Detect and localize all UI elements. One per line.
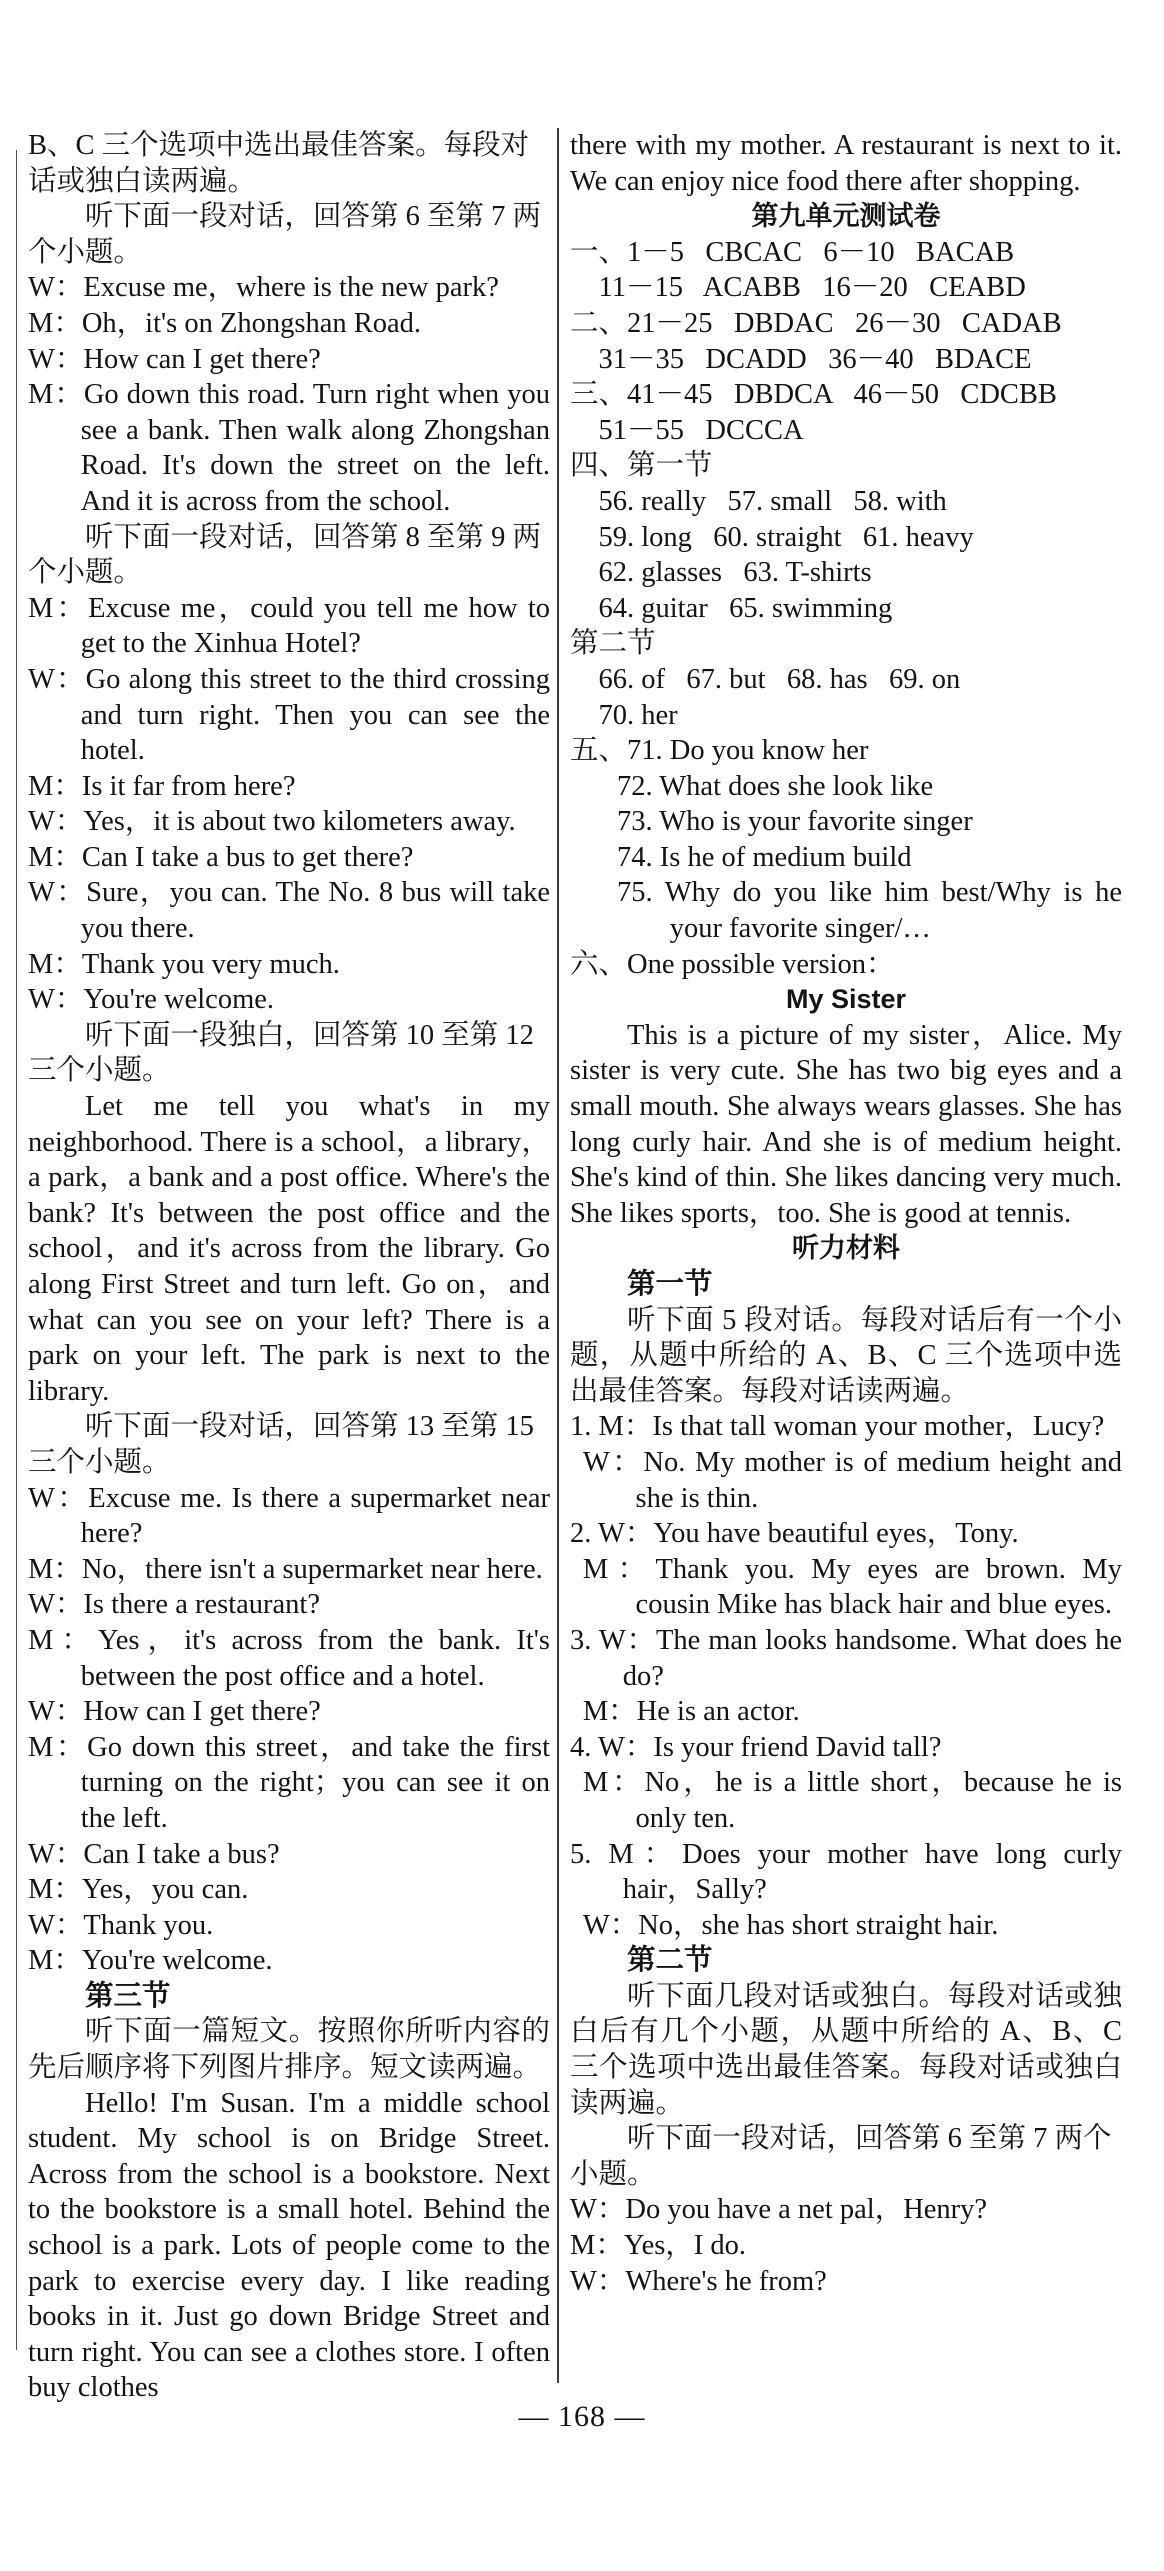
right-column-line: 第二节 [627,1945,713,1977]
left-column-line: W：You're welcome. [28,984,275,1016]
right-column-line: 第九单元测试卷 [751,201,941,232]
right-column-line: 听下面几段对话或独白。每段对话或独白后有几个小题，从题中所给的 A、B、C 三个选项中选出最佳答案。每段对话或独白读两遍。 [570,1980,1122,2119]
left-margin-edge [0,150,17,2350]
left-column-line: M：Is it far from here? [28,770,296,802]
right-column-line: W：Where's he from? [570,2265,827,2297]
right-column-line: This is a picture of my sister，Alice. My sister is very cute. She has two big eyes and a small mouth. She always wears glasses. She has long curly hair. And she is of medium height. She's kind of thin. She likes dancing very much. She likes sports，too. She is good at tennis. [570,1019,1122,1229]
left-column [28,128,550,2406]
right-column-line: 64. guitar 65. swimming [570,592,893,624]
right-column-line: 59. long 60. straight 61. heavy [570,521,974,553]
left-column-line: W：Is there a restaurant? [28,1589,320,1621]
page-number: — 168 — [518,2400,646,2433]
left-column-line: 听下面一篇短文。按照你所听内容的先后顺序将下列图片排序。短文读两遍。 [28,2016,550,2084]
right-column-line: 4. W：Is your friend David tall? [570,1731,942,1763]
right-column [570,128,1122,2299]
right-column-line: 75. Why do you like him best/Why is he your favorite singer/… [617,877,1122,945]
left-column-line: M：Yes，you can. [28,1874,249,1906]
right-column-line: 56. really 57. small 58. with [570,485,947,517]
right-column-line: 第二节 [570,628,656,660]
right-column-line: 74. Is he of medium build [617,841,912,873]
left-column-line: M：No，there isn't a supermarket near here. [28,1553,543,1585]
right-column-line: 11－15 ACABB 16－20 CEABD [570,272,1026,304]
right-column-line: 三、41－45 DBDCA 46－50 CDCBB [570,379,1057,411]
left-column-line: W：How can I get there? [28,1696,321,1728]
right-column-line: 31－35 DCADD 36－40 BDACE [570,343,1032,375]
right-column-line: 听下面一段对话，回答第 6 至第 7 两个小题。 [570,2123,1112,2190]
left-column-line: Let me tell you what's in my neighborhood. There is a school，a library，a park，a bank and a post office. Where's the bank? It's between the post office and the school，and it's across from the library. Go along First Street and turn left. Go on，and what can you see on your left? There is a park on your left. The park is next to the library. [28,1091,550,1407]
right-column-line: 2. W：You have beautiful eyes，Tony. [570,1518,1019,1550]
right-column-line: 听下面 5 段对话。每段对话后有一个小题，从题中所给的 A、B、C 三个选项中选出最佳答案。每段对话读两遍。 [570,1304,1122,1407]
right-column-line: M：He is an actor. [582,1696,800,1728]
right-column-line: 70. her [570,699,678,731]
left-column-line: 听下面一段独白，回答第 10 至第 12 三个小题。 [28,1019,534,1087]
left-column-line: M：Yes，it's across from the bank. It's between the post office and a hotel. [28,1624,550,1692]
left-column-line: W：Excuse me，where is the new park? [28,272,499,304]
left-column-line: M：Oh，it's on Zhongshan Road. [28,307,422,339]
left-column-line: W：How can I get there? [28,343,321,375]
column-divider [557,128,559,2383]
right-column-line: 听力材料 [792,1233,900,1264]
right-column-line: 3. W：The man looks handsome. What does he do? [570,1624,1122,1692]
left-column-line: Hello! I'm Susan. I'm a middle school student. My school is on Bridge Street. Across from the school is a bookstore. Next to the bookstore is a small hotel. Behind the school is a park. Lots of people come to the park to exercise every day. I like reading books in it. Just go down Bridge Street and turn right. You can see a clothes store. I often buy clothes [28,2087,550,2404]
left-column-line: M：Excuse me，could you tell me how to get to the Xinhua Hotel? [28,592,550,660]
right-column-line: W：No. My mother is of medium height and she is thin. [582,1446,1122,1514]
right-column-line: M：No，he is a little short，because he is only ten. [582,1767,1122,1834]
left-column-line: W：Go along this street to the third crossing and turn right. Then you can see the hotel. [28,663,550,767]
right-column-line: M：Yes，I do. [570,2230,747,2262]
left-column-line: 听下面一段对话，回答第 13 至第 15 三个小题。 [28,1411,534,1478]
right-column-line: W：No，she has short straight hair. [582,1909,999,1941]
right-column-line: 一、1－5 CBCAC 6－10 BACAB [570,236,1015,268]
left-column-line: W：Can I take a bus? [28,1838,280,1870]
left-column-line: 听下面一段对话，回答第 8 至第 9 两个小题。 [28,521,542,589]
right-column-line: 1. M：Is that tall woman your mother，Lucy? [570,1411,1105,1443]
left-column-line: M：You're welcome. [28,1945,273,1977]
right-column-line: there with my mother. A restaurant is next to it. We can enjoy nice food there after shopping. [570,130,1122,197]
right-column-line: 第一节 [627,1269,713,1300]
left-column-line: M：Go down this street，and take the first turning on the right；you can see it on the left. [28,1731,550,1834]
right-column-line: 六、One possible version： [570,948,895,980]
right-column-line: 四、第一节 [570,450,713,482]
right-column-line: 62. glasses 63. T-shirts [570,557,872,589]
left-column-line: W：Thank you. [28,1909,214,1941]
right-column-line: My Sister [785,984,907,1015]
left-column-line: B、C 三个选项中选出最佳答案。每段对话或独白读两遍。 [28,130,530,197]
right-column-line: 72. What does she look like [617,770,934,802]
left-column-line: M：Go down this road. Turn right when you see a bank. Then walk along Zhongshan Road. It's down the street on the left. And it is across from the school. [28,379,550,517]
left-column-line: M：Thank you very much. [28,948,340,980]
left-column-line: W：Sure，you can. The No. 8 bus will take you there. [28,877,550,945]
right-column-line: W：Do you have a net pal，Henry? [570,2194,988,2226]
right-column-line: 二、21－25 DBDAC 26－30 CADAB [570,307,1062,339]
left-column-line: 听下面一段对话，回答第 6 至第 7 两个小题。 [28,201,542,268]
left-column-line: W：Excuse me. Is there a supermarket near here? [28,1482,550,1550]
right-column-line: M：Thank you. My eyes are brown. My cousin Mike has black hair and blue eyes. [582,1553,1122,1621]
right-column-line: 51－55 DCCCA [570,414,804,446]
left-column-line: M：Can I take a bus to get there? [28,841,414,873]
right-column-line: 五、71. Do you know her [570,735,869,767]
right-column-line: 66. of 67. but 68. has 69. on [570,663,961,695]
left-column-line: W：Yes，it is about two kilometers away. [28,806,516,838]
right-column-line: 5. M：Does your mother have long curly hair，Sally? [570,1838,1122,1906]
right-column-line: 73. Who is your favorite singer [617,806,973,838]
left-column-line: 第三节 [85,1980,171,2012]
